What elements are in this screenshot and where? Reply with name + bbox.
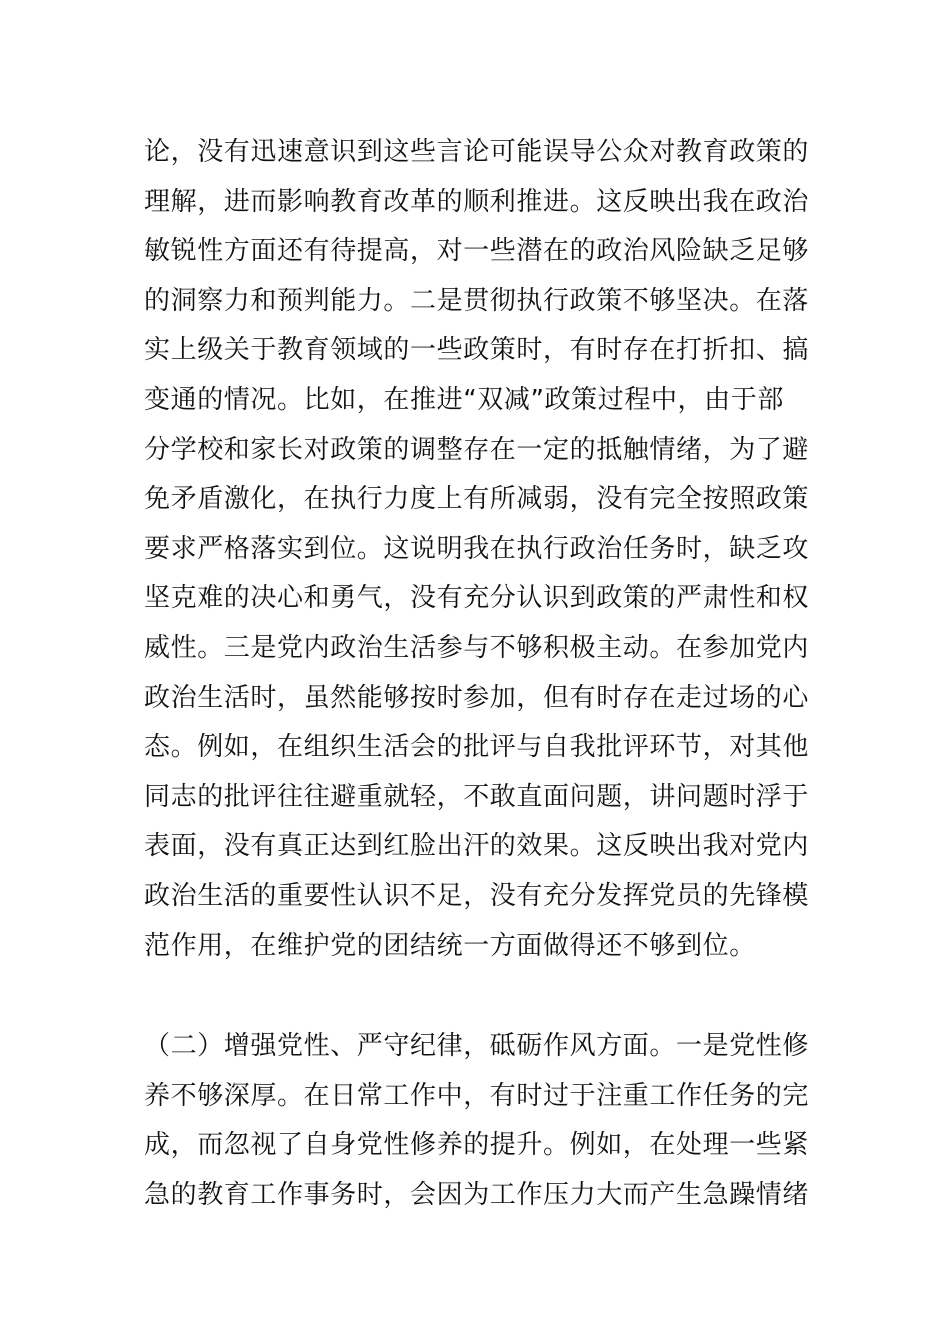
text-line: 养不够深厚。在日常工作中，有时过于注重工作任务的完 bbox=[144, 1080, 810, 1111]
paragraph-party-spirit bbox=[144, 1022, 824, 1220]
text-line: 实上级关于教育领域的一些政策时，有时存在打折扣、搞 bbox=[144, 335, 810, 366]
text-line: 成，而忽视了自身党性修养的提升。例如，在处理一些紧 bbox=[144, 1130, 810, 1161]
text-line: 急的教育工作事务时，会因为工作压力大而产生急躁情绪 bbox=[144, 1179, 810, 1210]
text-line: 政治生活的重要性认识不足，没有充分发挥党员的先锋模 bbox=[144, 880, 810, 911]
text-line: 同志的批评往往避重就轻，不敢直面问题，讲问题时浮于 bbox=[144, 781, 810, 812]
text-line: 要求严格落实到位。这说明我在执行政治任务时，缺乏攻 bbox=[144, 533, 810, 564]
text-line: 威性。三是党内政治生活参与不够积极主动。在参加党内 bbox=[144, 632, 810, 663]
text-line: 理解，进而影响教育改革的顺利推进。这反映出我在政治 bbox=[144, 186, 810, 217]
text-line: 论，没有迅速意识到这些言论可能误导公众对教育政策的 bbox=[144, 137, 810, 167]
text-line: 态。例如，在组织生活会的批评与自我批评环节，对其他 bbox=[144, 732, 810, 763]
paragraph-political-awareness bbox=[144, 128, 824, 971]
text-line: 坚克难的决心和勇气，没有充分认识到政策的严肃性和权 bbox=[144, 583, 810, 614]
text-line: 范作用，在维护党的团结统一方面做得还不够到位。 bbox=[144, 930, 756, 961]
text-line: 表面，没有真正达到红脸出汗的效果。这反映出我对党内 bbox=[144, 831, 810, 862]
text-line: 的洞察力和预判能力。二是贯彻执行政策不够坚决。在落 bbox=[144, 285, 810, 316]
text-line: 免矛盾激化，在执行力度上有所减弱，没有完全按照政策 bbox=[144, 484, 810, 515]
text-line: 变通的情况。比如，在推进“双减”政策过程中，由于部 bbox=[144, 384, 784, 415]
text-line: 分学校和家长对政策的调整存在一定的抵触情绪，为了避 bbox=[144, 434, 810, 465]
section-heading-line: （二）增强党性、严守纪律，砥砺作风方面。一是党性修 bbox=[144, 1031, 810, 1061]
text-line: 政治生活时，虽然能够按时参加，但有时存在走过场的心 bbox=[144, 682, 810, 713]
text-line: 敏锐性方面还有待提高，对一些潜在的政治风险缺乏足够 bbox=[144, 236, 810, 267]
